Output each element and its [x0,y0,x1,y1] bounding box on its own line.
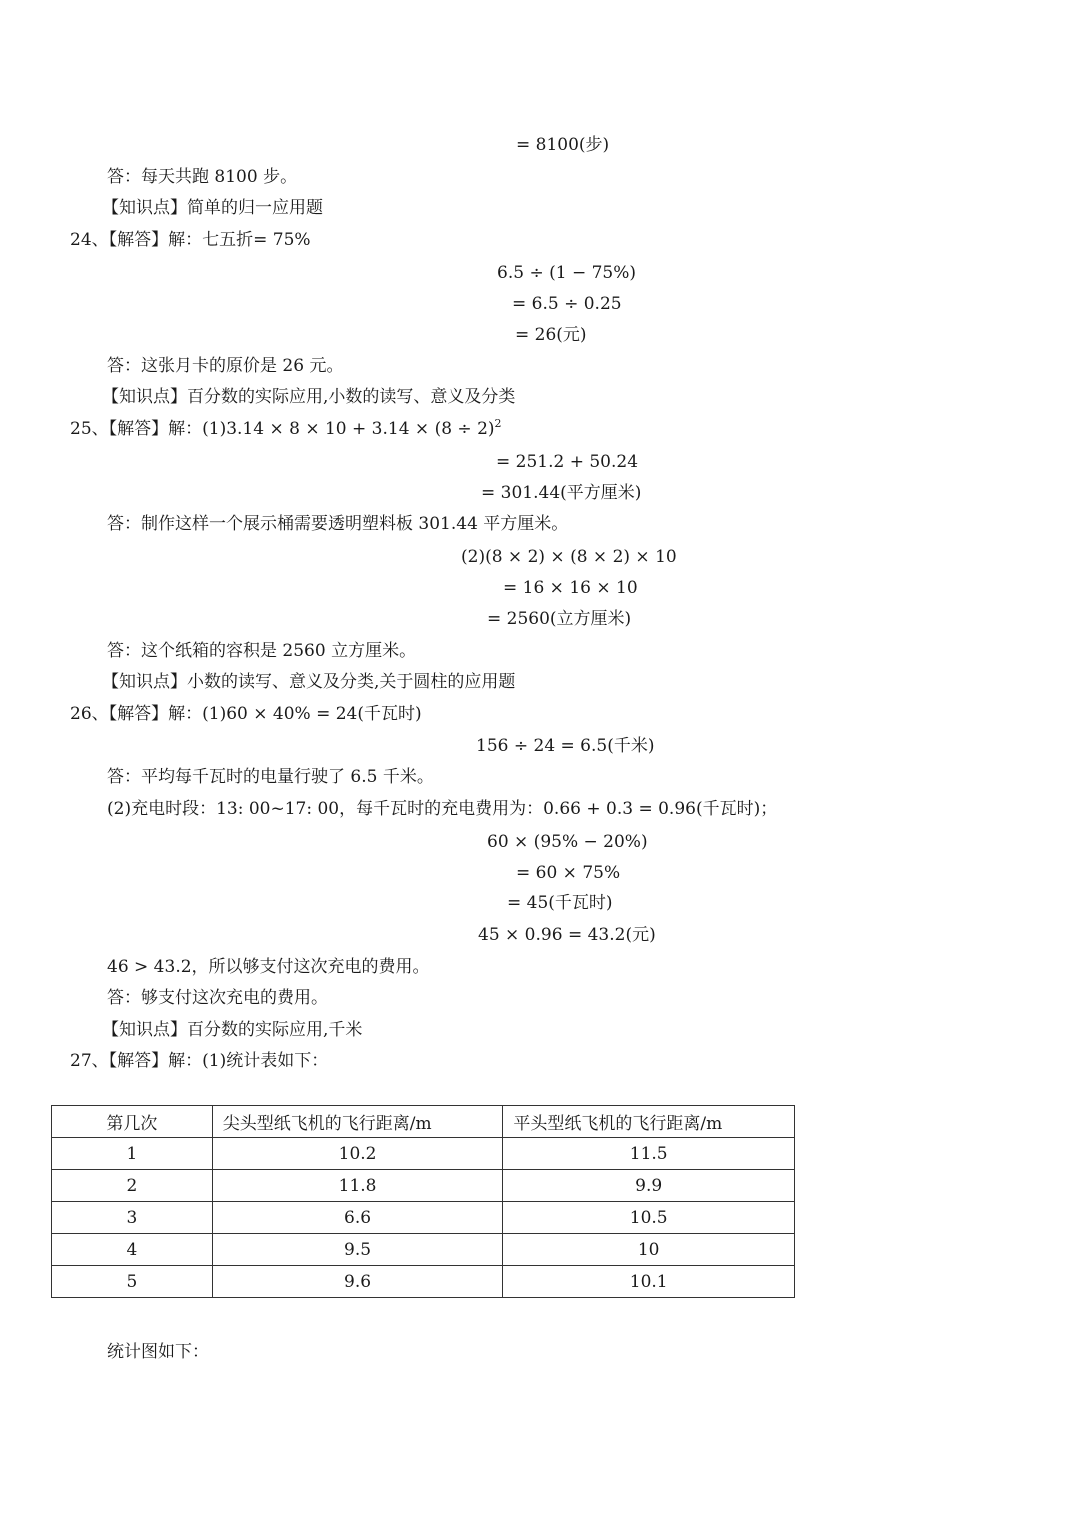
table-cell: 9.5 [212,1234,503,1266]
q27-header: 27、【解答】解：(1)统计表如下： [70,1051,329,1071]
table-header-row [52,1106,795,1138]
table-cell: 2 [52,1170,213,1202]
q23-result: = 8100(步) [516,135,610,155]
table-row [52,1202,795,1234]
table-row [52,1234,795,1266]
q25-step: (2)(8 × 2) × (8 × 2) × 10 [461,547,677,567]
q25-knowledge: 【知识点】小数的读写、意义及分类,关于圆柱的应用题 [102,672,516,692]
q24-step: = 26(元) [515,325,587,345]
table-header-cell: 平头型纸飞机的飞行距离/m [503,1106,795,1138]
table-cell: 9.6 [212,1266,503,1298]
table-cell: 1 [52,1138,213,1170]
q26-step: = 60 × 75% [516,863,621,883]
table-cell: 10 [503,1234,795,1266]
q24-step: 6.5 ÷ (1 − 75%) [497,263,637,283]
q24-header: 24、【解答】解：七五折= 75% [70,230,311,250]
table-cell: 11.5 [503,1138,795,1170]
q25-step: = 16 × 16 × 10 [503,578,638,598]
table-cell: 6.6 [212,1202,503,1234]
q25-step: = 301.44(平方厘米) [481,483,642,503]
q26-answer: 答：够支付这次充电的费用。 [107,988,328,1008]
table-cell: 5 [52,1266,213,1298]
table-cell: 4 [52,1234,213,1266]
q24-knowledge: 【知识点】百分数的实际应用,小数的读写、意义及分类 [102,387,516,407]
table-row [52,1138,795,1170]
q25-answer: 答：制作这样一个展示桶需要透明塑料板 301.44 平方厘米。 [107,514,569,534]
q26-step: 60 × (95% − 20%) [487,832,648,852]
table-cell: 9.9 [503,1170,795,1202]
table-header-cell: 尖头型纸飞机的飞行距离/m [212,1106,503,1138]
flight-distance-table [51,1105,795,1298]
table-cell: 10.2 [212,1138,503,1170]
q24-answer: 答：这张月卡的原价是 26 元。 [107,356,344,376]
table-cell: 10.5 [503,1202,795,1234]
q26-header: 26、【解答】解：(1)60 × 40% = 24(千瓦时) [70,704,422,724]
q26-part2: (2)充电时段：13: 00~17: 00，每千瓦时的充电费用为：0.66 + 0.3 = 0.96(千瓦时)； [107,799,778,819]
q26-step: 45 × 0.96 = 43.2(元) [478,925,656,945]
q26-knowledge: 【知识点】百分数的实际应用,千米 [102,1020,363,1040]
table-cell: 10.1 [503,1266,795,1298]
table-cell: 11.8 [212,1170,503,1202]
q26-step: = 45(千瓦时) [507,893,613,913]
q25-step: = 2560(立方厘米) [487,609,632,629]
table-cell: 3 [52,1202,213,1234]
q24-step: = 6.5 ÷ 0.25 [512,294,622,314]
table-row [52,1170,795,1202]
q23-answer: 答：每天共跑 8100 步。 [107,167,298,187]
q26-step: 156 ÷ 24 = 6.5(千米) [476,736,655,756]
chart-intro: 统计图如下： [107,1342,209,1362]
exponent: 2 [494,417,502,430]
table-row [52,1266,795,1298]
table-header-cell: 第几次 [52,1106,213,1138]
q25-answer: 答：这个纸箱的容积是 2560 立方厘米。 [107,641,417,661]
q25-step: = 251.2 + 50.24 [496,452,639,472]
q26-answer: 答：平均每千瓦时的电量行驶了 6.5 千米。 [107,767,434,787]
q23-knowledge: 【知识点】简单的归一应用题 [102,198,323,218]
q25-header: 25、【解答】解：$(1)3.14 \times 8 \times 10 + 3.14 \times (8 \div 2)^2$ [70,417,502,439]
q26-compare: 46 > 43.2，所以够支付这次充电的费用。 [107,957,430,977]
